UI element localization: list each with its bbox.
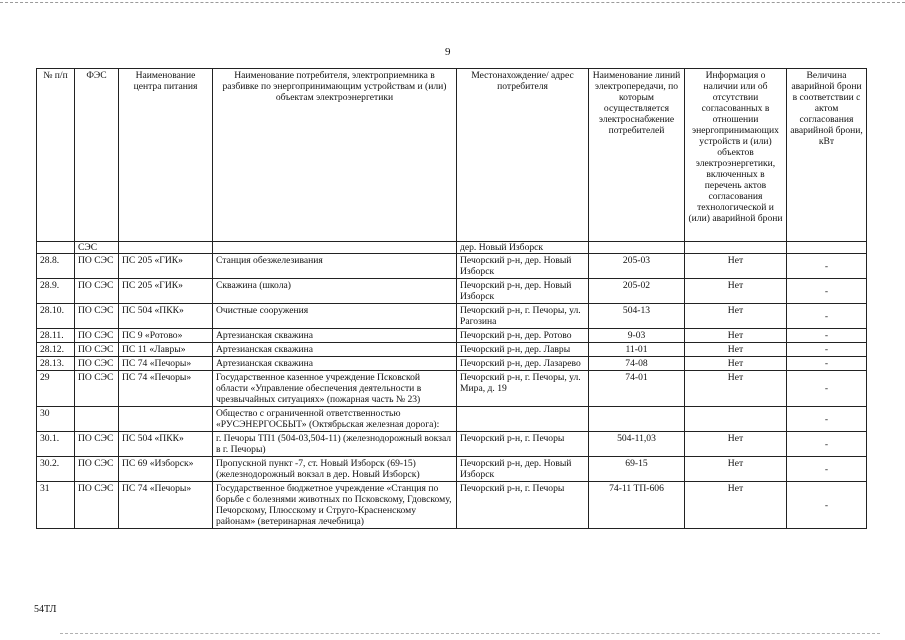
cell-num: 30 <box>37 407 75 432</box>
cell-num: 28.9. <box>37 279 75 304</box>
cell-fes: ПО СЭС <box>75 357 119 371</box>
cell-consumer: Очистные сооружения <box>213 304 457 329</box>
cell-address: Печорский р-н, дер. Новый Изборск <box>457 279 589 304</box>
cell-address: Печорский р-н, дер. Лазарево <box>457 357 589 371</box>
table-row <box>37 371 867 407</box>
cell-num: 28.8. <box>37 254 75 279</box>
cell-value <box>787 242 867 254</box>
cell-info: Нет <box>685 371 787 407</box>
cell-center: ПС 74 «Печоры» <box>119 371 213 407</box>
cell-address <box>457 407 589 432</box>
cell-address: дер. Новый Изборск <box>457 242 589 254</box>
power-consumers-table <box>36 68 867 529</box>
cell-num: 30.1. <box>37 432 75 457</box>
table-row <box>37 279 867 304</box>
col-header-address: Местонахождение/ адрес потребителя <box>457 69 589 242</box>
cell-line: 205-02 <box>589 279 685 304</box>
cell-line <box>589 242 685 254</box>
table-row <box>37 343 867 357</box>
cell-address: Печорский р-н, дер. Лавры <box>457 343 589 357</box>
cell-fes: ПО СЭС <box>75 457 119 482</box>
cell-center: ПС 504 «ПКК» <box>119 432 213 457</box>
cell-center: ПС 69 «Изборск» <box>119 457 213 482</box>
cell-value: - <box>787 371 867 407</box>
cell-center: ПС 9 «Ротово» <box>119 329 213 343</box>
cell-info: Нет <box>685 304 787 329</box>
cell-consumer: Станция обезжелезивания <box>213 254 457 279</box>
table-row <box>37 432 867 457</box>
cell-consumer: Артезианская скважина <box>213 329 457 343</box>
cell-fes: ПО СЭС <box>75 279 119 304</box>
cell-num: 31 <box>37 482 75 529</box>
cell-center: ПС 74 «Печоры» <box>119 357 213 371</box>
cell-line: 9-03 <box>589 329 685 343</box>
cell-consumer: Артезианская скважина <box>213 343 457 357</box>
cell-address: Печорский р-н, дер. Ротово <box>457 329 589 343</box>
cell-value: - <box>787 432 867 457</box>
cell-consumer: Государственное казенное учреждение Псковской области «Управление обеспечения деятельности в чрезвычайных ситуациях» (пожарная часть № 23) <box>213 371 457 407</box>
cell-num: 29 <box>37 371 75 407</box>
table-row <box>37 407 867 432</box>
scan-edge-bottom <box>60 633 880 634</box>
cell-address: Печорский р-н, дер. Новый Изборск <box>457 457 589 482</box>
cell-center: ПС 205 «ГИК» <box>119 254 213 279</box>
cell-num: 28.11. <box>37 329 75 343</box>
col-header-info: Информация о наличии или об отсутствии согласованных в отношении энергопринимающих устройств и (или) объектов электроэнергетики, включенных в перечень актов согласования технологической и (или) аварийной брони <box>685 69 787 242</box>
cell-value: - <box>787 254 867 279</box>
cell-line: 74-11 ТП-606 <box>589 482 685 529</box>
cell-value: - <box>787 329 867 343</box>
cell-info <box>685 242 787 254</box>
cell-info: Нет <box>685 254 787 279</box>
cell-info: Нет <box>685 432 787 457</box>
cell-value: - <box>787 279 867 304</box>
header-row <box>37 69 867 242</box>
cell-consumer: г. Печоры ТП1 (504-03,504-11) (железнодорожный вокзал в г. Печоры) <box>213 432 457 457</box>
cell-value: - <box>787 304 867 329</box>
cell-fes: ПО СЭС <box>75 432 119 457</box>
table-row <box>37 304 867 329</box>
cell-consumer: Государственное бюджетное учреждение «Станция по борьбе с болезнями животных по Псковскому, Гдовскому, Печорскому, Плюсскому и Струго-Красненскому районам» (ветеринарная лечебница) <box>213 482 457 529</box>
cell-center: ПС 11 «Лавры» <box>119 343 213 357</box>
cell-line: 504-11,03 <box>589 432 685 457</box>
cell-fes <box>75 407 119 432</box>
footer-code: 54ТЛ <box>34 604 57 615</box>
cell-value: - <box>787 457 867 482</box>
cell-fes: ПО СЭС <box>75 304 119 329</box>
cell-num: 28.13. <box>37 357 75 371</box>
cell-consumer: Пропускной пункт -7, ст. Новый Изборск (69-15) (железнодорожный вокзал в дер. Новый Изборск) <box>213 457 457 482</box>
cell-line: 74-01 <box>589 371 685 407</box>
cell-value: - <box>787 407 867 432</box>
cell-num <box>37 242 75 254</box>
cell-address: Печорский р-н, г. Печоры <box>457 482 589 529</box>
cell-center: ПС 504 «ПКК» <box>119 304 213 329</box>
cell-info: Нет <box>685 329 787 343</box>
cell-num: 30.2. <box>37 457 75 482</box>
cell-fes: СЭС <box>75 242 119 254</box>
table-row <box>37 329 867 343</box>
cell-center: ПС 74 «Печоры» <box>119 482 213 529</box>
col-header-line: Наименование линий электропередачи, по которым осуществляется электроснабжение потребителей <box>589 69 685 242</box>
cell-fes: ПО СЭС <box>75 329 119 343</box>
cell-fes: ПО СЭС <box>75 482 119 529</box>
page-number: 9 <box>445 46 451 58</box>
cell-line <box>589 407 685 432</box>
cell-line: 504-13 <box>589 304 685 329</box>
cell-info: Нет <box>685 343 787 357</box>
cell-address: Печорский р-н, г. Печоры, ул. Мира, д. 19 <box>457 371 589 407</box>
cell-value: - <box>787 357 867 371</box>
cell-address: Печорский р-н, г. Печоры, ул. Рагозина <box>457 304 589 329</box>
cell-info: Нет <box>685 279 787 304</box>
table-row <box>37 482 867 529</box>
cell-line: 205-03 <box>589 254 685 279</box>
cell-value: - <box>787 343 867 357</box>
col-header-num: № п/п <box>37 69 75 242</box>
cell-center: ПС 205 «ГИК» <box>119 279 213 304</box>
cell-center <box>119 242 213 254</box>
cell-consumer: Артезианская скважина <box>213 357 457 371</box>
cell-num: 28.10. <box>37 304 75 329</box>
cell-consumer: Скважина (школа) <box>213 279 457 304</box>
table-row <box>37 254 867 279</box>
cell-consumer: Общество с ограниченной ответственностью «РУСЭНЕРГОСБЫТ» (Октябрьская железная дорога): <box>213 407 457 432</box>
scan-edge-top <box>0 2 905 3</box>
table-row <box>37 457 867 482</box>
cell-line: 11-01 <box>589 343 685 357</box>
cell-consumer <box>213 242 457 254</box>
col-header-center: Наименование центра питания <box>119 69 213 242</box>
col-header-value: Величина аварийной брони в соответствии с актом согласования аварийной брони, кВт <box>787 69 867 242</box>
cell-info: Нет <box>685 357 787 371</box>
cell-center <box>119 407 213 432</box>
continuation-row <box>37 242 867 254</box>
col-header-fes: ФЭС <box>75 69 119 242</box>
cell-value: - <box>787 482 867 529</box>
cell-line: 69-15 <box>589 457 685 482</box>
cell-address: Печорский р-н, дер. Новый Изборск <box>457 254 589 279</box>
col-header-consumer: Наименование потребителя, электроприемника в разбивке по энергопринимающим устройствам и (или) объектам электроэнергетики <box>213 69 457 242</box>
table-row <box>37 357 867 371</box>
cell-fes: ПО СЭС <box>75 343 119 357</box>
cell-num: 28.12. <box>37 343 75 357</box>
cell-line: 74-08 <box>589 357 685 371</box>
cell-info: Нет <box>685 457 787 482</box>
cell-fes: ПО СЭС <box>75 254 119 279</box>
cell-info: Нет <box>685 482 787 529</box>
cell-fes: ПО СЭС <box>75 371 119 407</box>
cell-address: Печорский р-н, г. Печоры <box>457 432 589 457</box>
cell-info <box>685 407 787 432</box>
